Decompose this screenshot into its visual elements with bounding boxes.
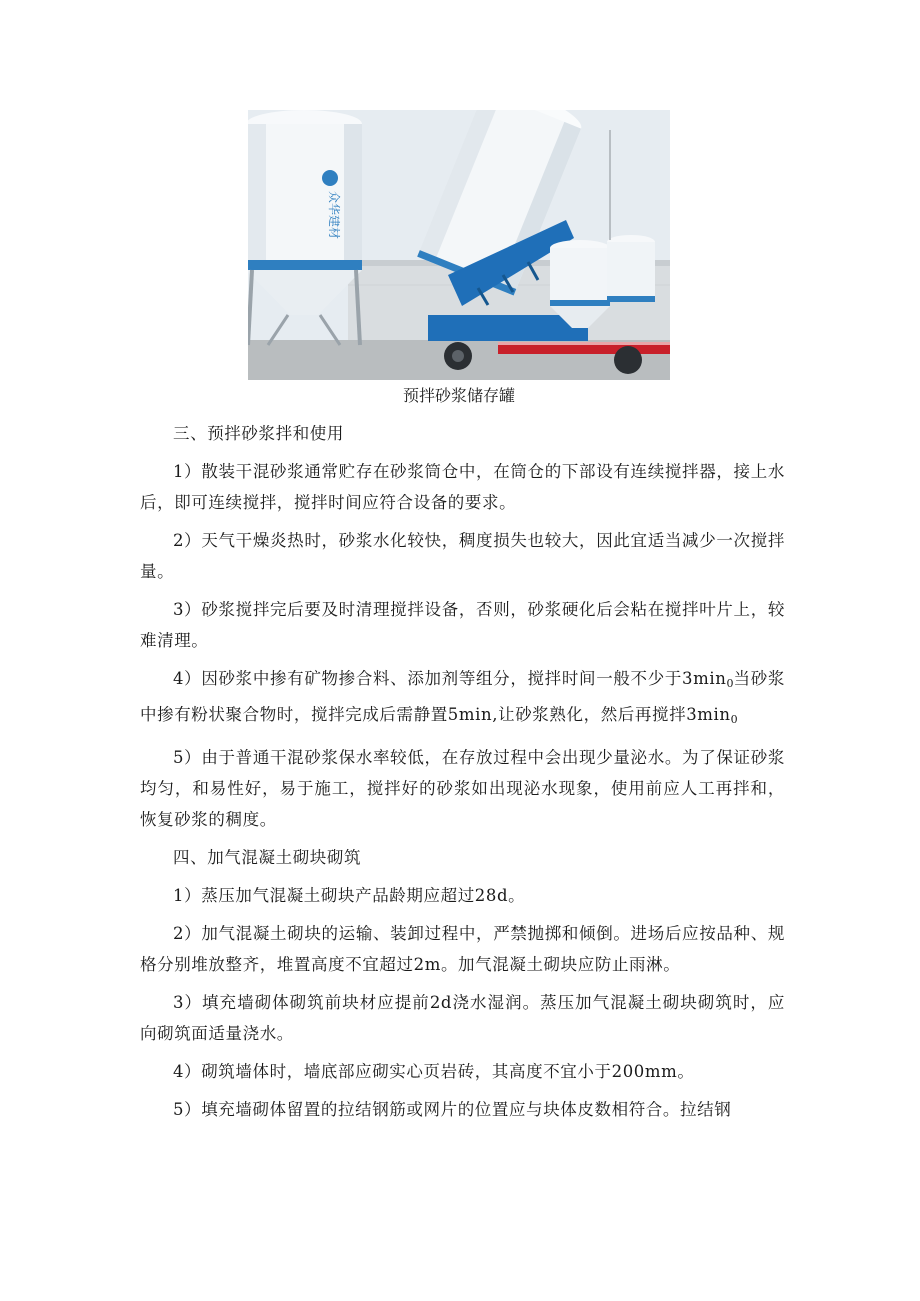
paragraph-4-5: 5）填充墙砌体留置的拉结钢筋或网片的位置应与块体皮数相符合。拉结钢 — [173, 1100, 732, 1119]
paragraph-3-4 — [140, 663, 785, 735]
paragraph-3-1: 1）散装干混砂浆通常贮存在砂浆筒仓中，在筒仓的下部设有连续搅拌器，接上水后，即可连续搅拌，搅拌时间应符合设备的要求。 — [140, 462, 785, 512]
figure-caption: 预拌砂浆储存罐 — [402, 386, 515, 405]
tank-logo-text: 众华建材 — [327, 190, 341, 240]
mortar-tank-illustration — [248, 110, 670, 380]
paragraph-3-4-part-b: 当砂浆中掺有粉状聚合物时，搅拌完成后需静置5min,让砂浆熟化，然后再搅拌3min — [140, 669, 785, 724]
paragraph-3-5: 5）由于普通干混砂浆保水率较低，在存放过程中会出现少量泌水。为了保证砂浆均匀，和易性好，易于施工，搅拌好的砂浆如出现泌水现象，使用前应人工再拌和，恢复砂浆的稠度。 — [140, 748, 785, 829]
paragraph-4-4: 4）砌筑墙体时，墙底部应砌实心页岩砖，其高度不宜小于200mm。 — [173, 1062, 695, 1081]
paragraph-3-4-subscript-b: 0 — [730, 713, 738, 726]
section-heading-3: 三、预拌砂浆拌和使用 — [173, 424, 344, 443]
paragraph-3-4-part-a: 4）因砂浆中掺有矿物掺合料、添加剂等组分，搅拌时间一般不少于3min — [173, 669, 727, 688]
section-heading-4: 四、加气混凝土砌块砌筑 — [173, 848, 362, 867]
paragraph-4-3: 3）填充墙砌体砌筑前块材应提前2d浇水湿润。蒸压加气混凝土砌块砌筑时，应向砌筑面适量浇水。 — [140, 993, 785, 1043]
paragraph-3-4-subscript-a: 0 — [726, 677, 734, 690]
paragraph-3-3: 3）砂浆搅拌完后要及时清理搅拌设备，否则，砂浆硬化后会粘在搅拌叶片上，较难清理。 — [140, 600, 785, 650]
mortar-tank-photo — [248, 110, 670, 380]
paragraph-4-1: 1）蒸压加气混凝土砌块产品龄期应超过28d。 — [173, 886, 526, 905]
paragraph-4-2: 2）加气混凝土砌块的运输、装卸过程中，严禁抛掷和倾倒。进场后应按品种、规格分别堆放整齐，堆置高度不宜超过2m。加气混凝土砌块应防止雨淋。 — [140, 924, 785, 974]
document-body — [140, 418, 785, 1125]
paragraph-3-2: 2）天气干燥炎热时，砂浆水化较快，稠度损失也较大，因此宜适当减少一次搅拌量。 — [140, 531, 785, 581]
